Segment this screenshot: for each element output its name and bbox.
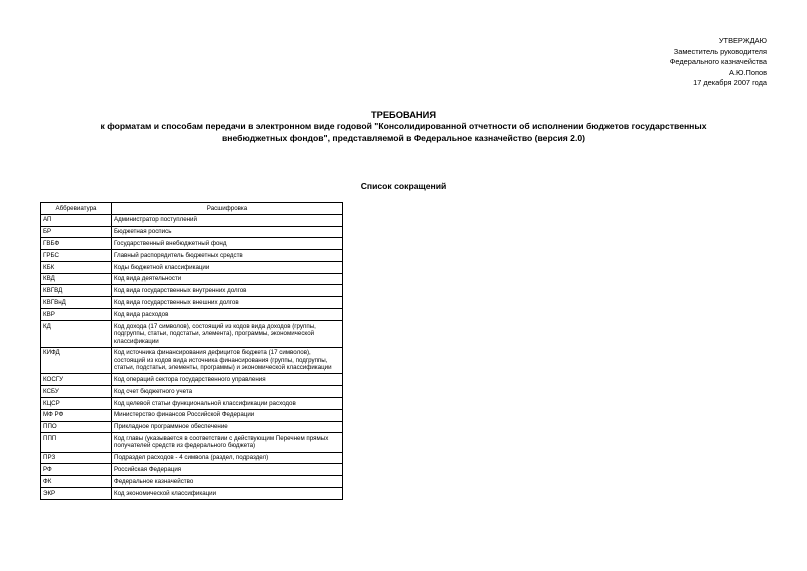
expansion-cell: Код операций сектора государственного управления — [112, 374, 343, 386]
abbreviations-table — [40, 202, 343, 500]
abbreviation-cell: КЦСР — [41, 397, 112, 409]
table-row — [41, 347, 343, 374]
abbreviations-heading: Список сокращений — [360, 181, 447, 191]
table-row — [41, 250, 343, 262]
abbreviation-cell: КД — [41, 320, 112, 347]
approval-line-approve: УТВЕРЖДАЮ — [718, 36, 767, 45]
table-row — [41, 285, 343, 297]
table-row — [41, 476, 343, 488]
abbreviation-cell: ППО — [41, 421, 112, 433]
approval-line-organization: Федерального казначейства — [669, 57, 767, 67]
document-title: ТРЕБОВАНИЯ — [370, 110, 437, 120]
abbreviation-cell: ГВБФ — [41, 238, 112, 250]
expansion-cell: Код главы (указывается в соответствии с действующим Перечнем прямых получателей средств из федерального бюджета) — [112, 433, 343, 452]
abbreviation-cell: РФ — [41, 464, 112, 476]
column-header-abbreviation: Аббревиатура — [41, 203, 112, 215]
table-row — [41, 261, 343, 273]
table-row — [41, 452, 343, 464]
expansion-cell: Код экономической классификации — [112, 487, 343, 499]
document-subtitle: к форматам и способам передачи в электронном виде годовой "Консолидированной отчетности об исполнении бюджетов государственных внебюджетных фондов", представляемой в Федеральное казначейство (версия 2.0) — [100, 121, 707, 143]
abbreviation-cell: КВД — [41, 273, 112, 285]
table-row — [41, 309, 343, 321]
abbreviation-cell: ФК — [41, 476, 112, 488]
expansion-cell: Министерство финансов Российской Федерации — [112, 409, 343, 421]
abbreviations-table-body — [41, 214, 343, 499]
table-row — [41, 374, 343, 386]
approval-line-position: Заместитель руководителя — [673, 46, 767, 56]
abbreviation-cell: АП — [41, 214, 112, 226]
table-row — [41, 409, 343, 421]
table-row — [41, 386, 343, 398]
abbreviation-cell: КИФД — [41, 347, 112, 374]
abbreviation-cell: КВГВД — [41, 285, 112, 297]
expansion-cell: Администратор поступлений — [112, 214, 343, 226]
expansion-cell: Код вида деятельности — [112, 273, 343, 285]
table-row — [41, 226, 343, 238]
expansion-cell: Государственный внебюджетный фонд — [112, 238, 343, 250]
expansion-cell: Код целевой статьи функциональной классификации расходов — [112, 397, 343, 409]
table-row — [41, 320, 343, 347]
table-row — [41, 297, 343, 309]
table-row — [41, 433, 343, 452]
abbreviation-cell: КВР — [41, 309, 112, 321]
abbreviation-cell: КОСГУ — [41, 374, 112, 386]
abbreviation-cell: ЭКР — [41, 487, 112, 499]
expansion-cell: Код вида расходов — [112, 309, 343, 321]
expansion-cell: Код дохода (17 символов), состоящий из кодов вида доходов (группы, подгруппы, статьи, подстатьи, элемента), программы, экономической классификации — [112, 320, 343, 347]
document-title-block — [40, 110, 767, 144]
table-row — [41, 421, 343, 433]
table-header-row — [41, 203, 343, 215]
table-row — [41, 464, 343, 476]
expansion-cell: Федеральное казначейство — [112, 476, 343, 488]
expansion-cell: Код счет бюджетного учета — [112, 386, 343, 398]
abbreviation-cell: КВГВнД — [41, 297, 112, 309]
abbreviation-cell: БР — [41, 226, 112, 238]
expansion-cell: Код источника финансирования дефицитов бюджета (17 символов), состоящий из кодов вида источника финансирования (группы, подгруппы, статьи, подстатьи, элементы, программы) и экономической классификации — [112, 347, 343, 374]
table-row — [41, 273, 343, 285]
expansion-cell: Прикладное программное обеспечение — [112, 421, 343, 433]
abbreviation-cell: ПРЗ — [41, 452, 112, 464]
expansion-cell: Код вида государственных внутренних долгов — [112, 285, 343, 297]
table-row — [41, 238, 343, 250]
approval-block — [670, 36, 767, 89]
table-row — [41, 487, 343, 499]
abbreviation-cell: МФ РФ — [41, 409, 112, 421]
table-row — [41, 397, 343, 409]
column-header-expansion: Расшифровка — [112, 203, 343, 215]
expansion-cell: Бюджетная роспись — [112, 226, 343, 238]
expansion-cell: Главный распорядитель бюджетных средств — [112, 250, 343, 262]
approval-line-signatory: А.Ю.Попов — [729, 67, 767, 77]
abbreviation-cell: ППП — [41, 433, 112, 452]
expansion-cell: Российская Федерация — [112, 464, 343, 476]
approval-line-date: 17 декабря 2007 года — [693, 78, 767, 88]
abbreviation-cell: КСБУ — [41, 386, 112, 398]
table-row — [41, 214, 343, 226]
expansion-cell: Подраздел расходов - 4 символа (раздел, подраздел) — [112, 452, 343, 464]
expansion-cell: Код вида государственных внешних долгов — [112, 297, 343, 309]
expansion-cell: Коды бюджетной классификации — [112, 261, 343, 273]
abbreviation-cell: ГРБС — [41, 250, 112, 262]
abbreviation-cell: КБК — [41, 261, 112, 273]
